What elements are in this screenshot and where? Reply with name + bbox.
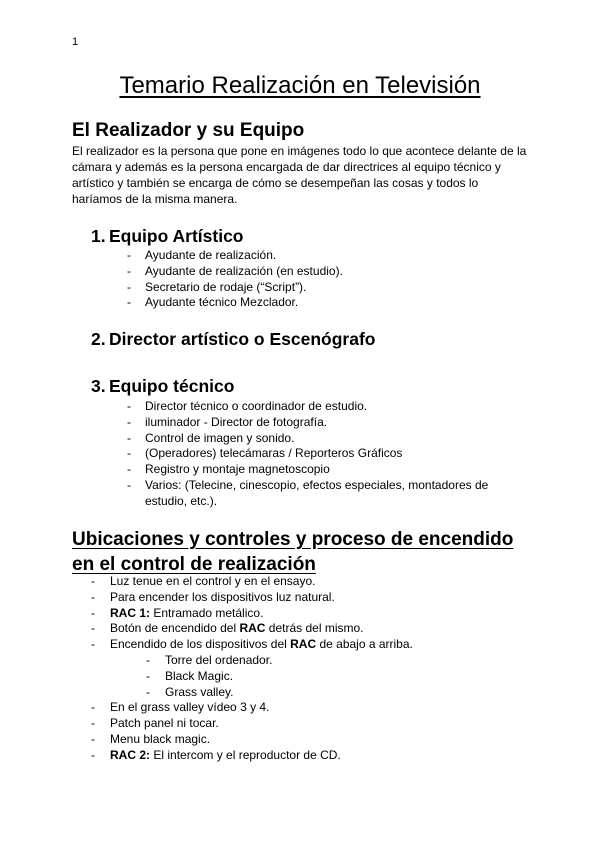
list-item <box>91 606 511 622</box>
section-heading-ubicaciones: Ubicaciones y controles y proceso de encendido en el control de realización <box>72 529 514 575</box>
list-item: - Patch panel ni tocar. <box>91 716 511 732</box>
item-text: Entramado metálico. <box>150 605 264 620</box>
list-heading-text: Equipo Artístico <box>109 226 244 246</box>
list-ubicaciones <box>91 574 511 764</box>
list-item: - Ayudante de realización (en estudio). <box>127 264 507 280</box>
item-text: detrás del mismo. <box>265 621 364 636</box>
list-item: - Control de imagen y sonido. <box>127 431 507 447</box>
list-item: - iluminador - Director de fotografía. <box>127 415 507 431</box>
item-text: Encendido de los dispositivos del <box>110 637 291 652</box>
list-heading-equipo-artistico <box>91 226 244 247</box>
list-number: 2. <box>91 329 106 349</box>
item-text: Botón de encendido del <box>110 621 240 636</box>
section-heading-realizador: El Realizador y su Equipo <box>72 120 305 141</box>
document-title: Temario Realización en Televisión <box>119 72 481 99</box>
sub-list-item: - Black Magic. <box>146 669 511 685</box>
list-number: 3. <box>91 376 106 396</box>
item-text: El intercom y el reproductor de CD. <box>150 747 341 762</box>
bold-label: RAC 2: <box>110 747 151 762</box>
bold-label: RAC 1: <box>110 605 151 620</box>
sub-list <box>110 653 511 700</box>
list-item: - Ayudante técnico Mezclador. <box>127 295 507 311</box>
list-item <box>91 748 511 764</box>
list-item: - Ayudante de realización. <box>127 248 507 264</box>
list-heading-text: Equipo técnico <box>109 376 235 396</box>
page-number: 1 <box>72 36 79 48</box>
list-item: - Director técnico o coordinador de estudio. <box>127 399 507 415</box>
bold-label: RAC <box>290 637 317 652</box>
list-equipo-artistico <box>127 248 507 311</box>
list-item: - Luz tenue en el control y en el ensayo. <box>91 574 511 590</box>
list-heading-equipo-tecnico <box>91 376 234 397</box>
list-item: - En el grass valley vídeo 3 y 4. <box>91 700 511 716</box>
list-item: - Menu black magic. <box>91 732 511 748</box>
list-item: - Secretario de rodaje (“Script”). <box>127 280 507 296</box>
list-equipo-tecnico <box>127 399 507 510</box>
list-number: 1. <box>91 226 106 246</box>
list-item: - (Operadores) telecámaras / Reporteros Gráficos <box>127 446 507 462</box>
sub-list-item: - Grass valley. <box>146 685 511 701</box>
list-item: - Varios: (Telecine, cinescopio, efectos especiales, montadores de estudio, etc.). <box>127 478 507 510</box>
list-heading-director-artistico <box>91 329 375 350</box>
list-item: - Registro y montaje magnetoscopio <box>127 462 507 478</box>
list-item <box>91 621 511 637</box>
list-item <box>91 637 511 700</box>
sub-list-item: - Torre del ordenador. <box>146 653 511 669</box>
item-text: de abajo a arriba. <box>316 637 413 652</box>
list-item: - Para encender los dispositivos luz natural. <box>91 590 511 606</box>
list-heading-text: Director artístico o Escenógrafo <box>109 329 376 349</box>
section-paragraph: El realizador es la persona que pone en imágenes todo lo que acontece delante de la cámara y además es la persona encargada de dar directrices al equipo técnico y artístico y también se encarga de cómo se desempeñan las cosas y todos lo haríamos de la misma manera. <box>72 144 527 206</box>
bold-label: RAC <box>239 621 266 636</box>
